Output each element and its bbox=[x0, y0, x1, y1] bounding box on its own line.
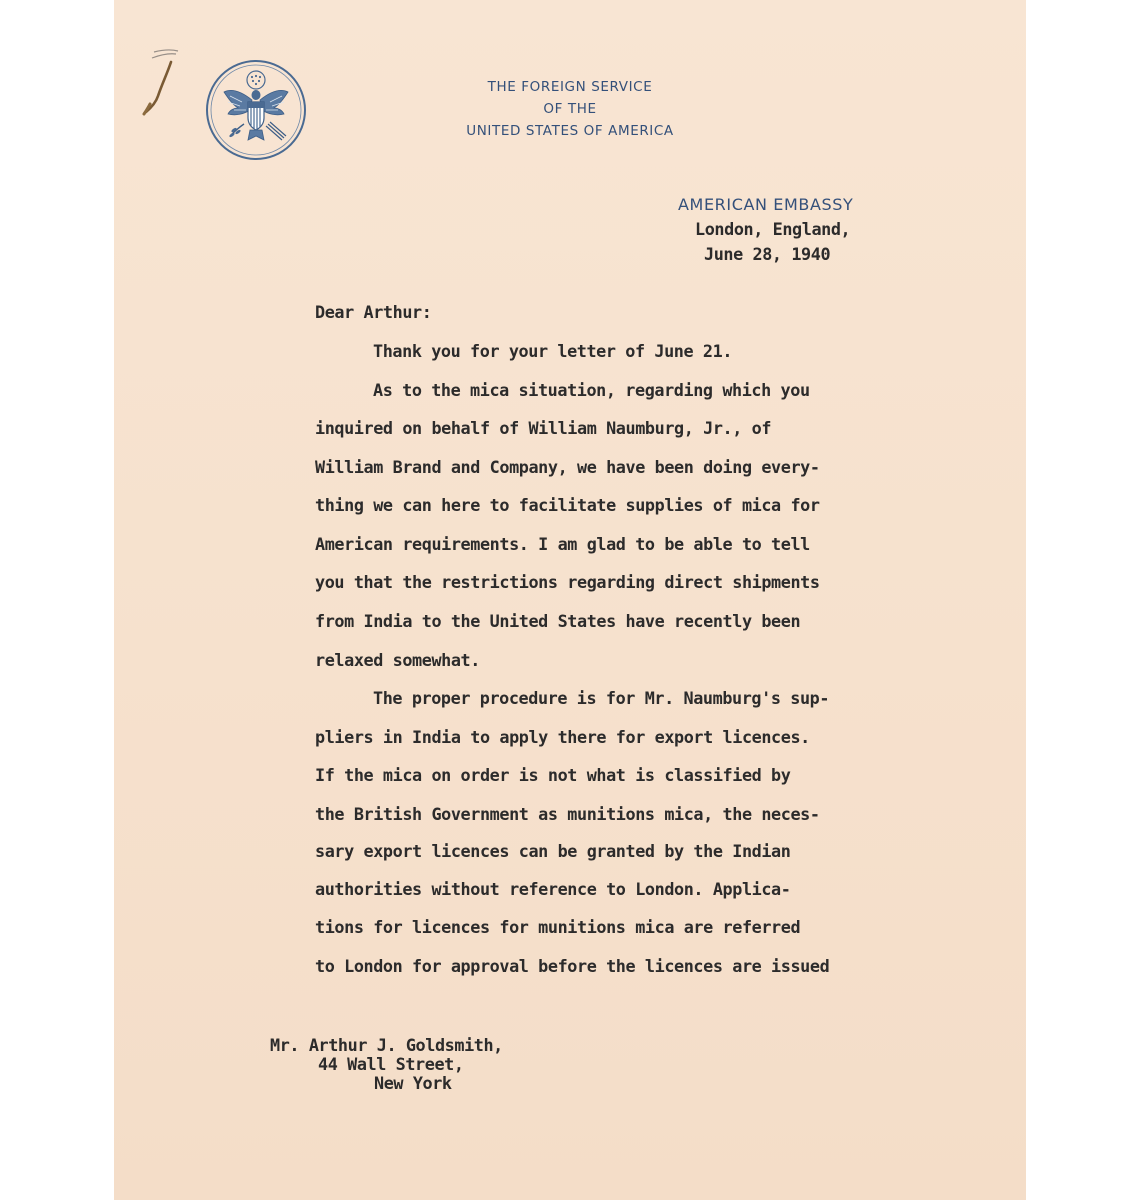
body-line: inquired on behalf of William Naumburg, Jr., of bbox=[315, 418, 772, 438]
body-line: American requirements. I am glad to be able to tell bbox=[315, 534, 810, 554]
letterhead-line-2: OF THE bbox=[543, 101, 597, 117]
body-line: pliers in India to apply there for export licences. bbox=[315, 727, 810, 747]
great-seal-eagle-icon bbox=[204, 58, 308, 162]
recipient-city: New York bbox=[374, 1073, 452, 1093]
letterhead-line-3: UNITED STATES OF AMERICA bbox=[466, 123, 674, 139]
body-line: Thank you for your letter of June 21. bbox=[373, 341, 733, 361]
body-line: relaxed somewhat. bbox=[315, 650, 480, 670]
salutation: Dear Arthur: bbox=[315, 302, 432, 322]
body-line: thing we can here to facilitate supplies of mica for bbox=[315, 495, 820, 515]
sender-location: London, England, bbox=[695, 219, 851, 239]
body-line: authorities without reference to London. Applica- bbox=[315, 879, 791, 899]
recipient-name: Mr. Arthur J. Goldsmith, bbox=[270, 1035, 503, 1055]
body-line: William Brand and Company, we have been doing every- bbox=[315, 457, 820, 477]
body-line: the British Government as munitions mica, the neces- bbox=[315, 804, 820, 824]
letter-date: June 28, 1940 bbox=[704, 244, 831, 264]
recipient-street: 44 Wall Street, bbox=[318, 1054, 464, 1074]
letterhead-line-1: THE FOREIGN SERVICE bbox=[487, 79, 653, 95]
body-line: As to the mica situation, regarding which you bbox=[373, 380, 810, 400]
body-line: from India to the United States have recently been bbox=[315, 611, 801, 631]
body-line: sary export licences can be granted by the Indian bbox=[315, 841, 791, 861]
letterhead bbox=[430, 76, 710, 142]
handwritten-mark-icon bbox=[140, 44, 190, 116]
body-line: The proper procedure is for Mr. Naumburg's sup- bbox=[373, 688, 830, 708]
body-line: you that the restrictions regarding direct shipments bbox=[315, 572, 820, 592]
letter-page bbox=[114, 0, 1026, 1200]
sender-office: AMERICAN EMBASSY bbox=[678, 195, 854, 214]
body-line: to London for approval before the licences are issued bbox=[315, 956, 830, 976]
body-line: tions for licences for munitions mica are referred bbox=[315, 917, 801, 937]
body-line: If the mica on order is not what is classified by bbox=[315, 765, 791, 785]
